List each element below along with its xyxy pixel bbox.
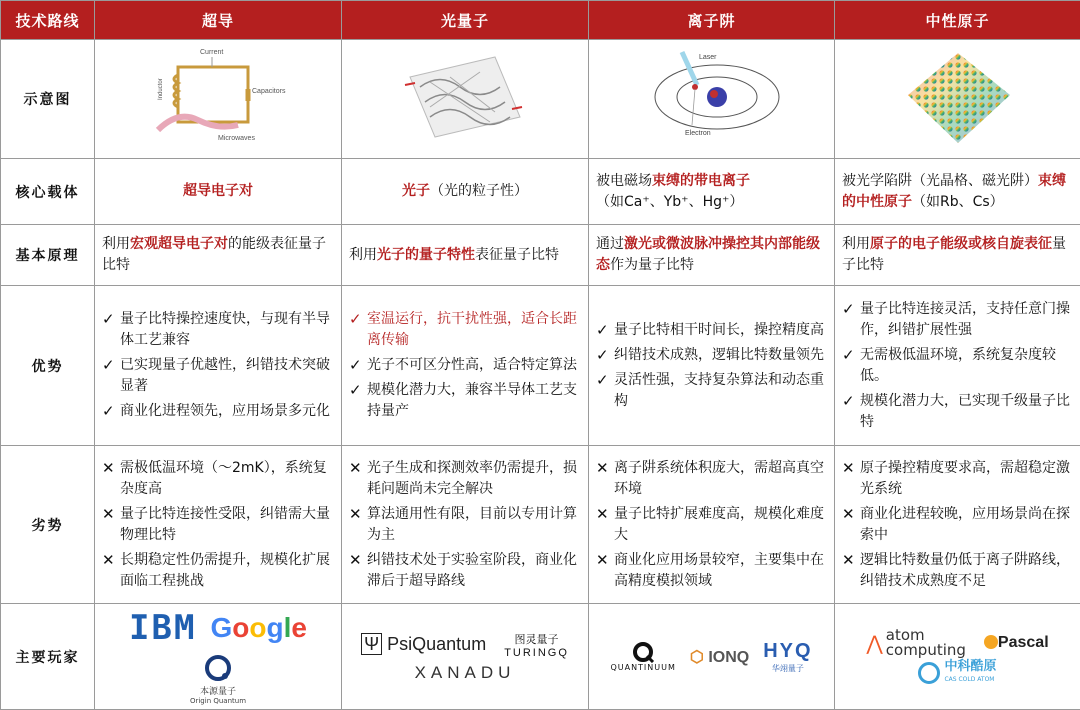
psiquantum-logo <box>361 634 486 655</box>
header-superconducting: 超导 <box>95 1 342 40</box>
row-label-players: 主要玩家 <box>1 604 95 710</box>
cross-icon: ✕ <box>596 458 614 500</box>
psiquantum-name: PsiQuantum <box>387 634 486 654</box>
cross-icon: ✕ <box>102 458 120 500</box>
row-label-diagram: 示意图 <box>1 40 95 159</box>
google-letter: G <box>210 612 232 643</box>
hyq-name: HYQ <box>763 640 812 663</box>
players-neutral <box>835 604 1080 710</box>
hexagon-icon: ⬡ <box>690 649 704 666</box>
psi-icon: Ψ <box>361 633 382 655</box>
check-icon: ✓ <box>596 370 614 412</box>
advantages-neutral <box>835 286 1080 446</box>
disadvantages-neutral <box>835 446 1080 604</box>
carrier-superconducting <box>95 159 342 225</box>
disadvantage-text: 纠错技术处于实验室阶段，商业化滞后于超导路线 <box>367 550 581 592</box>
principle-superconducting <box>95 225 342 286</box>
hyq-logo <box>763 640 812 674</box>
list-item <box>349 380 581 422</box>
disadvantages-photonic <box>342 446 589 604</box>
advantages-photonic <box>342 286 589 446</box>
quantinuum-name: QUANTINUUM <box>610 663 675 672</box>
ionq-name: IONQ <box>708 649 749 666</box>
check-icon: ✓ <box>596 345 614 366</box>
origin-quantum-logo <box>190 654 246 705</box>
label-laser: Laser <box>699 54 717 61</box>
turing-en: TURINGQ <box>504 647 569 659</box>
cross-icon: ✕ <box>596 550 614 592</box>
principle-photonic <box>342 225 589 286</box>
carrier-photonic-red: 光子 <box>402 183 430 199</box>
cross-icon: ✕ <box>349 550 367 592</box>
list-item <box>842 458 1073 500</box>
list-item <box>596 550 827 592</box>
label-microwaves: Microwaves <box>218 135 255 142</box>
cas-cold-atom-logo <box>918 660 996 686</box>
disadvantage-text: 量子比特扩展难度高，规模化难度大 <box>614 504 827 546</box>
atom-orbit-icon <box>637 47 787 147</box>
cross-icon: ✕ <box>842 504 860 546</box>
disadvantage-text: 离子阱系统体积庞大，需超高真空环境 <box>614 458 827 500</box>
list-item <box>102 458 334 500</box>
diagram-row <box>1 40 1080 159</box>
principle-sc-red: 宏观超导电子对 <box>130 236 228 252</box>
header-row <box>1 1 1080 40</box>
cross-icon: ✕ <box>349 504 367 546</box>
google-letter: o <box>249 612 266 643</box>
advantage-text: 量子比特连接灵活，支持任意门操作，纠错扩展性强 <box>860 299 1073 341</box>
turing-quantum-logo <box>504 631 569 659</box>
origin-quantum-en: Origin Quantum <box>190 697 246 705</box>
advantage-text: 无需极低温环境，系统复杂度较低。 <box>860 345 1073 387</box>
carrier-neutral-red: 束缚的中性原子 <box>842 173 1066 210</box>
list-item <box>102 355 334 397</box>
advantage-text: 量子比特操控速度快，与现有半导体工艺兼容 <box>120 309 334 351</box>
list-item <box>102 401 334 422</box>
label-current: Current <box>200 49 223 56</box>
list-item <box>842 345 1073 387</box>
advantage-text: 量子比特相干时间长，操控精度高 <box>614 320 824 341</box>
list-item <box>102 504 334 546</box>
atom-computing-logo <box>866 628 966 658</box>
circuit-diagram-icon <box>148 45 288 150</box>
disadvantage-text: 量子比特连接性受限，纠错需大量物理比特 <box>120 504 334 546</box>
row-label-carrier: 核心载体 <box>1 159 95 225</box>
disadvantages-ion <box>589 446 835 604</box>
cross-icon: ✕ <box>596 504 614 546</box>
list-item <box>102 550 334 592</box>
disadvantage-text: 长期稳定性仍需提升，规模化扩展面临工程挑战 <box>120 550 334 592</box>
advantage-text: 光子不可区分性高，适合特定算法 <box>367 355 577 376</box>
header-ion-trap: 离子阱 <box>589 1 835 40</box>
cross-icon: ✕ <box>102 504 120 546</box>
list-item <box>842 504 1073 546</box>
disadvantage-text: 需极低温环境（～2mK），系统复杂度高 <box>120 458 334 500</box>
list-item <box>596 504 827 546</box>
check-icon: ✓ <box>596 320 614 341</box>
origin-quantum-cn: 本源量子 <box>200 684 236 697</box>
principle-ion <box>589 225 835 286</box>
disadvantage-text: 逻辑比特数量仍低于离子阱路线，纠错技术成熟度不足 <box>860 550 1073 592</box>
check-icon: ✓ <box>102 355 120 397</box>
carrier-neutral-pre: 被光学陷阱（光晶格、磁光阱） <box>842 173 1038 189</box>
ion-trap-diagram <box>589 40 835 159</box>
disadvantage-text: 算法通用性有限，目前以专用计算为主 <box>367 504 581 546</box>
advantage-text: 室温运行，抗干扰性强，适合长距离传输 <box>367 309 581 351</box>
list-item <box>349 458 581 500</box>
superconducting-diagram <box>95 40 342 159</box>
ionq-logo <box>690 647 749 667</box>
cas-cold-atom-en: CAS COLD ATOM <box>944 673 996 686</box>
carrier-superconducting-text: 超导电子对 <box>183 183 253 199</box>
cross-icon: ✕ <box>842 458 860 500</box>
xanadu-logo: XANADU <box>415 663 516 683</box>
row-label-disadvantages: 劣势 <box>1 446 95 604</box>
list-item <box>596 458 827 500</box>
principle-ph-pre: 利用 <box>349 247 377 263</box>
header-corner: 技术路线 <box>1 1 95 40</box>
check-icon: ✓ <box>349 380 367 422</box>
label-electron: Electron <box>685 130 711 137</box>
row-label-principle: 基本原理 <box>1 225 95 286</box>
players-row <box>1 604 1080 710</box>
google-letter: o <box>232 612 249 643</box>
advantage-text: 商业化进程领先，应用场景多元化 <box>120 401 330 422</box>
row-label-advantages: 优势 <box>1 286 95 446</box>
atom-name-1: atom <box>886 628 966 643</box>
photonic-diagram <box>342 40 589 159</box>
list-item <box>842 550 1073 592</box>
check-icon: ✓ <box>842 345 860 387</box>
header-photonic: 光量子 <box>342 1 589 40</box>
label-inductor: Inductor <box>158 78 164 100</box>
list-item <box>102 309 334 351</box>
principle-neutral <box>835 225 1080 286</box>
google-letter: e <box>291 612 307 643</box>
principle-ion-red: 激光或微波脉冲操控其内部能级态 <box>596 236 820 273</box>
disadvantage-text: 商业化应用场景较窄，主要集中在高精度模拟领域 <box>614 550 827 592</box>
advantage-text: 灵活性强，支持复杂算法和动态重构 <box>614 370 827 412</box>
list-item <box>349 355 581 376</box>
check-icon: ✓ <box>842 299 860 341</box>
pascal-name: Pascal <box>998 634 1049 651</box>
advantage-text: 已实现量子优越性，纠错技术突破显著 <box>120 355 334 397</box>
carrier-row <box>1 159 1080 225</box>
principle-ph-post: 表征量子比特 <box>475 247 559 263</box>
pascal-logo <box>984 634 1049 652</box>
principle-ion-post: 作为量子比特 <box>610 257 694 273</box>
principle-ph-red: 光子的量子特性 <box>377 247 475 263</box>
list-item <box>842 299 1073 341</box>
disadvantage-text: 光子生成和探测效率仍需提升，损耗问题尚未完全解决 <box>367 458 581 500</box>
disadvantages-row <box>1 446 1080 604</box>
list-item <box>842 391 1073 433</box>
players-photonic <box>342 604 589 710</box>
carrier-ion <box>589 159 835 225</box>
advantages-superconducting <box>95 286 342 446</box>
optical-lattice-icon <box>898 45 1018 150</box>
cas-cold-atom-cn: 中科酷原 <box>944 660 996 673</box>
origin-quantum-icon <box>201 654 235 684</box>
check-icon: ✓ <box>349 309 367 351</box>
check-icon: ✓ <box>842 391 860 433</box>
cross-icon: ✕ <box>349 458 367 500</box>
check-icon: ✓ <box>102 309 120 351</box>
google-letter: g <box>266 612 283 643</box>
carrier-neutral <box>835 159 1080 225</box>
cross-icon: ✕ <box>102 550 120 592</box>
list-item <box>596 345 827 366</box>
google-letter: l <box>284 612 292 643</box>
advantage-text: 纠错技术成熟，逻辑比特数量领先 <box>614 345 824 366</box>
principle-sc-post: 的能级表征量子比特 <box>102 236 326 273</box>
turing-cn: 图灵量子 <box>515 631 559 647</box>
list-item <box>349 309 581 351</box>
advantage-text: 规模化潜力大，已实现千级量子比特 <box>860 391 1073 433</box>
carrier-ion-pre: 被电磁场 <box>596 173 652 189</box>
principle-ion-pre: 通过 <box>596 236 624 252</box>
carrier-ion-red: 束缚的带电离子 <box>652 173 750 189</box>
principle-sc-pre: 利用 <box>102 236 130 252</box>
google-logo <box>210 612 306 644</box>
list-item <box>596 370 827 412</box>
list-item <box>596 320 827 341</box>
principle-na-post: 量子比特 <box>842 236 1066 273</box>
players-ion <box>589 604 835 710</box>
carrier-photonic-rest: （光的粒子性） <box>430 183 528 199</box>
advantages-row <box>1 286 1080 446</box>
players-superconducting <box>95 604 342 710</box>
cas-cold-atom-icon <box>918 662 940 684</box>
list-item <box>349 504 581 546</box>
pascal-icon <box>984 635 998 649</box>
ibm-logo: IBM <box>129 608 196 648</box>
disadvantages-superconducting <box>95 446 342 604</box>
advantages-ion <box>589 286 835 446</box>
disadvantage-text: 原子操控精度要求高，需超稳定激光系统 <box>860 458 1073 500</box>
label-capacitors: Capacitors <box>252 88 286 95</box>
atom-name-2: computing <box>886 643 966 658</box>
neutral-atom-diagram <box>835 40 1080 159</box>
atom-icon: ⋀ <box>866 631 882 655</box>
header-neutral-atom: 中性原子 <box>835 1 1080 40</box>
carrier-photonic <box>342 159 589 225</box>
list-item <box>349 550 581 592</box>
quantinuum-icon <box>630 641 656 663</box>
advantage-text: 规模化潜力大，兼容半导体工艺支持量产 <box>367 380 581 422</box>
disadvantage-text: 商业化进程较晚，应用场景尚在探索中 <box>860 504 1073 546</box>
principle-row <box>1 225 1080 286</box>
carrier-ion-post: （如Ca⁺、Yb⁺、Hg⁺） <box>596 194 743 210</box>
carrier-neutral-post: （如Rb、Cs） <box>912 194 1004 210</box>
cross-icon: ✕ <box>842 550 860 592</box>
principle-na-red: 原子的电子能级或核自旋表征 <box>870 236 1052 252</box>
check-icon: ✓ <box>102 401 120 422</box>
photonic-chip-icon <box>400 47 530 147</box>
principle-na-pre: 利用 <box>842 236 870 252</box>
hyq-cn: 华翊量子 <box>772 663 804 674</box>
check-icon: ✓ <box>349 355 367 376</box>
quantinuum-logo <box>610 641 675 672</box>
